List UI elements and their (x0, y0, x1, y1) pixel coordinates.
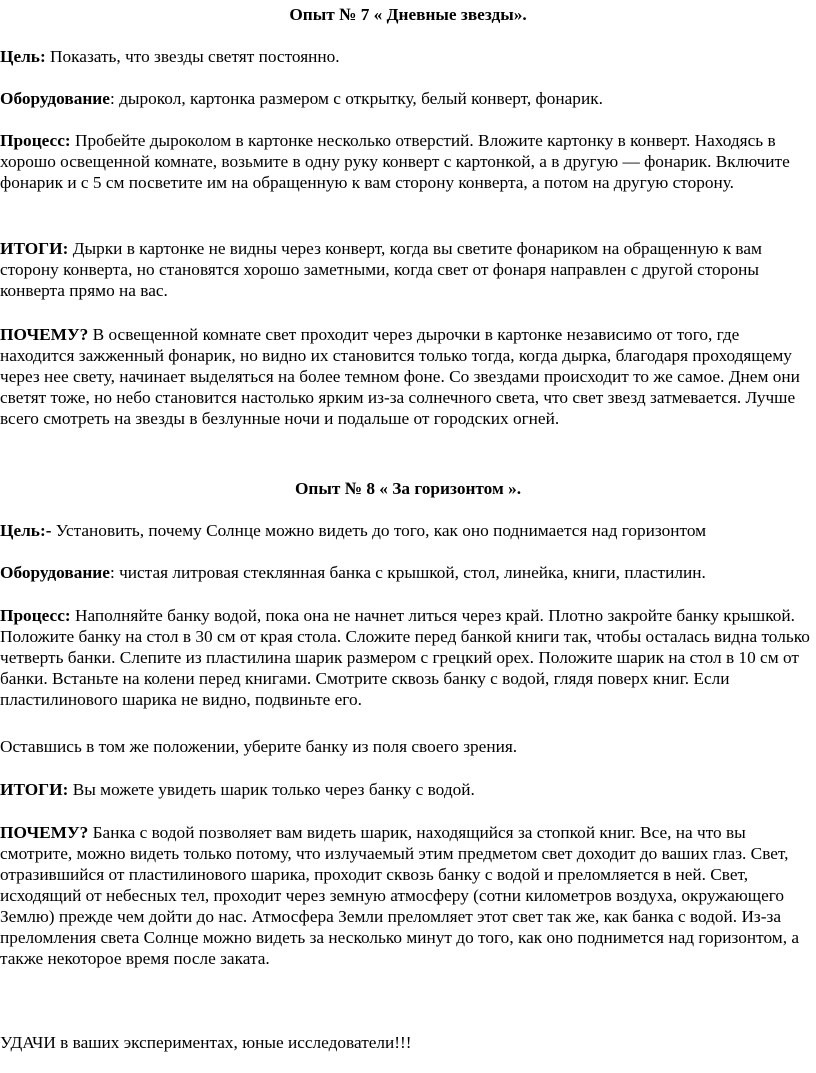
exp8-why (0, 822, 816, 969)
exp8-goal (0, 520, 816, 541)
exp7-results (0, 238, 816, 301)
exp8-why-label: ПОЧЕМУ? (0, 823, 89, 842)
exp7-why-text: В освещенной комнате свет проходит через дырочки в картонке независимо от того, где находится зажженный фонарик, но видно их становится только тогда, когда дырка, благодаря проходящему через нее свету, начинает выделяться на более темном фоне. Со звездами происходит то же самое. Днем они светят тоже, но небо становится настолько ярким из-за солнечного света, что свет звезд затмевается. Лучше всего смотреть на звезды в безлунные ночи и подальше от городских огней. (0, 325, 800, 428)
exp8-results (0, 779, 816, 800)
exp7-results-label: ИТОГИ: (0, 239, 69, 258)
exp7-goal-text: Показать, что звезды светят постоянно. (45, 47, 340, 66)
exp8-goal-label: Цель:- (0, 521, 52, 540)
exp7-goal (0, 46, 816, 67)
exp8-goal-text: Установить, почему Солнце можно видеть до того, как оно поднимается над горизонтом (51, 521, 707, 540)
exp8-process-label: Процесс: (0, 606, 71, 625)
exp7-process (0, 130, 816, 193)
exp8-equipment-label: Оборудование (0, 563, 110, 582)
exp7-goal-label: Цель: (0, 47, 46, 66)
exp7-equipment-text: : дырокол, картонка размером с открытку, белый конверт, фонарик. (109, 89, 603, 108)
exp7-why-label: ПОЧЕМУ? (0, 325, 89, 344)
closing-line: УДАЧИ в ваших экспериментах, юные исследователи!!! (0, 1033, 412, 1052)
exp7-why (0, 324, 816, 429)
exp7-equipment-label: Оборудование (0, 89, 110, 108)
exp7-title: Опыт № 7 « Дневные звезды». (289, 5, 527, 24)
exp8-remove: Оставшись в том же положении, уберите банку из поля своего зрения. (0, 737, 518, 756)
exp8-equipment-text: : чистая литровая стеклянная банка с крышкой, стол, линейка, книги, пластилин. (109, 563, 706, 582)
exp8-process-text: Наполняйте банку водой, пока она не начнет литься через край. Плотно закройте банку крышкой. Положите банку на стол в 30 см от края стола. Сложите перед банкой книги так, чтобы осталась видна только четверть банки. Слепите из пластилина шарик размером с грецкий орех. Положите шарик на стол в 10 см от банки. Встаньте на колени перед книгами. Смотрите сквозь банку с водой, глядя поверх книг. Если пластилинового шарика не видно, подвиньте его. (0, 606, 810, 709)
exp7-results-text: Дырки в картонке не видны через конверт, когда вы светите фонариком на обращенную к вам сторону конверта, но становятся хорошо заметными, когда свет от фонаря направлен с другой стороны конверта прямо на вас. (0, 239, 762, 300)
exp8-why-text: Банка с водой позволяет вам видеть шарик, находящийся за стопкой книг. Все, на что вы смотрите, можно видеть только потому, что излучаемый этим предметом свет доходит до ваших глаз. Свет, отразившийся от пластилинового шарика, проходит сквозь банку с водой и преломляется в ней. Свет, исходящий от небесных тел, проходит через земную атмосферу (сотни километров воздуха, окружающего Землю) прежде чем дойти до нас. Атмосфера Земли преломляет этот свет так же, как банка с водой. Из-за преломления света Солнце можно видеть за несколько минут до того, как оно поднимется над горизонтом, а также некоторое время после заката. (0, 823, 800, 968)
exp8-process (0, 605, 816, 710)
exp7-equipment (0, 88, 816, 109)
exp8-results-label: ИТОГИ: (0, 780, 69, 799)
exp8-title: Опыт № 8 « За горизонтом ». (294, 479, 522, 498)
exp7-process-text: Пробейте дыроколом в картонке несколько отверстий. Вложите картонку в конверт. Находясь в хорошо освещенной комнате, возьмите в одну руку конверт с картонкой, а в другую — фонарик. Включите фонарик и с 5 см посветите им на обращенную к вам сторону конверта, а потом на другую сторону. (0, 131, 790, 192)
exp7-process-label: Процесс: (0, 131, 71, 150)
exp8-equipment (0, 562, 816, 583)
exp8-results-text: Вы можете увидеть шарик только через банку с водой. (68, 780, 475, 799)
